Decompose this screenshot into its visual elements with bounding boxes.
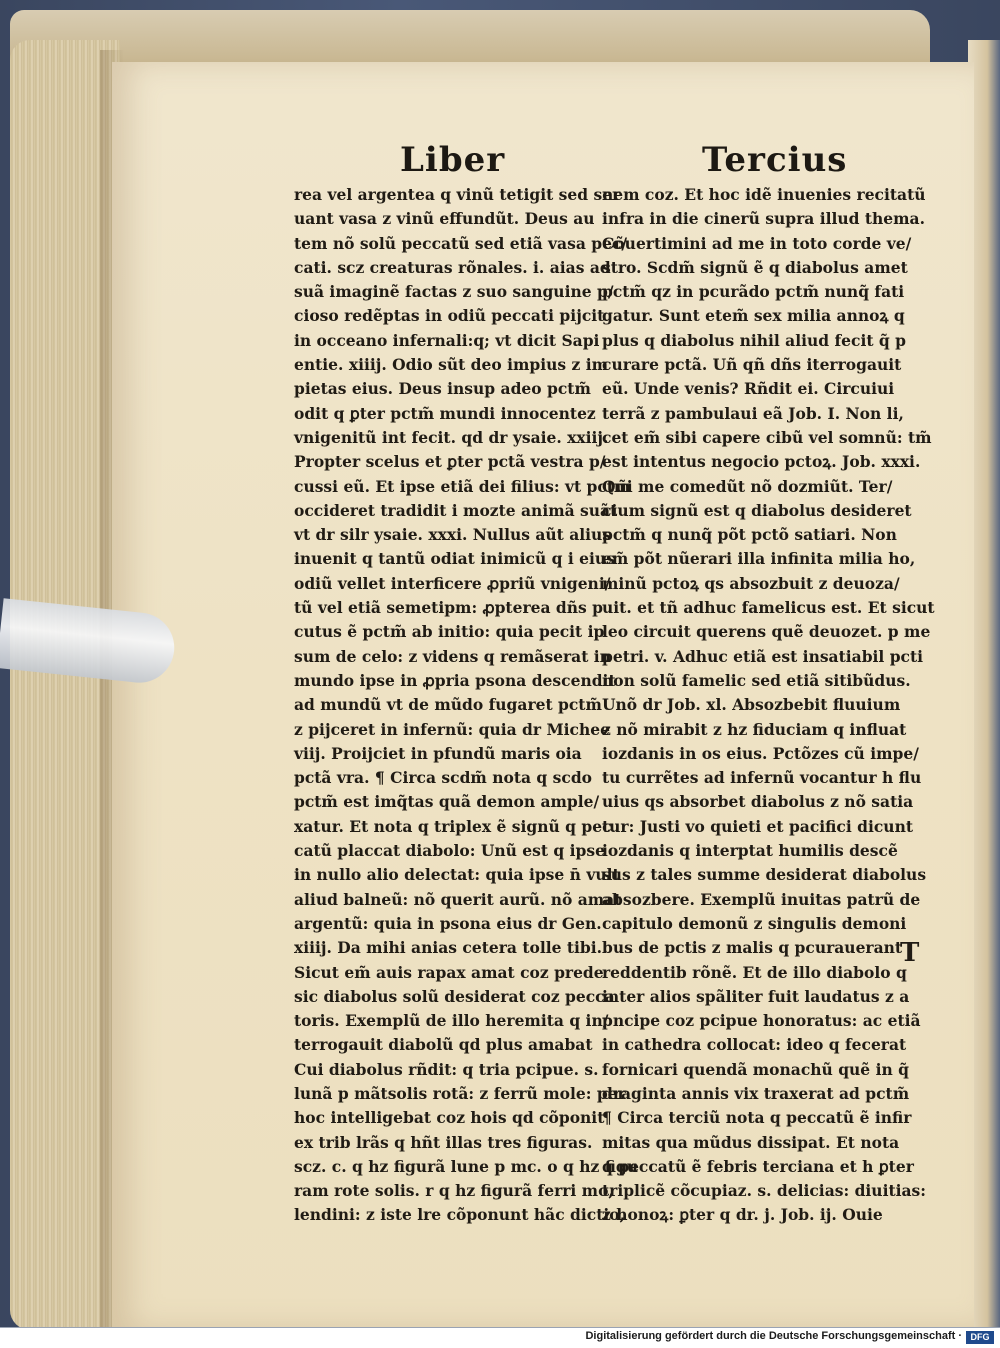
text-line: z pĳceret in infernũ: quia dr Michee — [294, 719, 610, 739]
text-line: sum de celo: z videns q remãserat in — [294, 646, 611, 666]
footer-bar — [0, 1327, 1000, 1348]
text-line: cium signũ est q diabolus desideret — [602, 500, 912, 520]
text-line: terrogauit diabolũ qd plus amabat — [294, 1035, 593, 1055]
text-line: absozbere. Exemplũ inuitas patrũ de — [602, 889, 921, 909]
text-line: stro. Scdm̃ signũ ẽ q diabolus amet — [602, 257, 908, 277]
text-line: in nullo alio delectat: quia ipse n̄ vult — [294, 865, 620, 885]
text-line: em̃ põt nũerari illa infinita milia ho, — [602, 549, 916, 569]
text-line: terrã z pambulaui eã Job. I. Non li, — [602, 403, 904, 423]
text-line: minũ pctoꝝ qs absozbuit z deuoza/ — [602, 573, 900, 593]
text-line: argentũ: quia in psona eius dr Gen. — [294, 913, 602, 933]
text-line: iozdanis q interptat humilis descẽ — [602, 841, 898, 861]
text-line: catũ placcat diabolo: Unũ est q ipse — [294, 841, 605, 861]
text-line: vnigenitũ int fecit. qd dr ysaie. xxiij. — [294, 427, 609, 447]
text-line: Qui me comedũt nõ dozmiũt. Ter/ — [602, 476, 893, 496]
funding-notice: Digitalisierung gefördert durch die Deutsche Forschungsgemeinschaft · — [585, 1330, 962, 1342]
text-line: cussi eũ. Et ipse etiã dei filius: vt pctm̃ — [294, 476, 631, 496]
text-line: fornicari quendã monachũ quẽ in q̃ — [602, 1059, 909, 1079]
text-line: pctã vra. ¶ Circa scdm̃ nota q scdo — [294, 768, 592, 788]
text-line: odit q ꝑter pctm̃ mundi innocentez — [294, 403, 596, 423]
text-line: cutus ẽ pctm̃ ab initio: quia pecit ip — [294, 622, 605, 642]
text-line: viij. Proĳciet in pfundũ maris oia — [294, 743, 582, 763]
text-line: iozdanis in os eius. Pctõzes cũ impe/ — [602, 743, 919, 763]
text-line: rea vel argentea q vinũ tetigit sed ser — [294, 185, 621, 204]
text-line: cati. scz creaturas rõnales. i. aias ad — [294, 257, 611, 277]
text-line: non solũ famelic sed etiã sitibũdus. — [602, 670, 911, 690]
text-line: ¶ Circa terciũ nota q peccatũ ẽ infir — [602, 1108, 912, 1128]
text-line: inuenit q tantũ odiat inimicũ q i eius — [294, 549, 615, 569]
text-line: eũ. Unde venis? Rñdit ei. Circuiui — [602, 379, 895, 399]
text-line: Cui diabolus rñdit: q tria pcipue. s. — [294, 1059, 599, 1079]
text-line: ram rote solis. r q hz figurã ferri mo, — [294, 1181, 614, 1201]
text-line: suã imaginẽ factas z suo sanguine p/ — [294, 282, 614, 302]
text-line: tem nõ solũ peccatũ sed etiã vasa pec/ — [294, 233, 628, 253]
text-line: inter alios spãliter fuit laudatus z a — [602, 986, 910, 1006]
text-line: z nõ mirabit z hz fiduciam q influat — [602, 719, 907, 739]
text-line: mundo ipse in ꝓpria psona descendit — [294, 670, 616, 690]
dfg-logo: DFG — [966, 1331, 994, 1344]
running-head-left: Liber — [400, 140, 506, 180]
text-line: infra in die cinerũ supra illud thema. — [602, 209, 925, 229]
text-line: toris. Exemplũ de illo heremita q in/ — [294, 1011, 609, 1031]
margin-mark: T — [900, 938, 920, 968]
text-line: in occeano infernali:q; vt dicit Sapi — [294, 330, 600, 350]
text-line: capitulo demonũ z singulis demoni — [602, 913, 907, 933]
text-line: draginta annis vix traxerat ad pctm̃ — [602, 1083, 910, 1103]
text-line: q peccatũ ẽ febris terciana et h ꝑter — [602, 1156, 914, 1176]
text-line: cet em̃ sibi capere cibũ vel somnũ: tm̃ — [602, 427, 932, 447]
text-line: gatur. Sunt etem̃ sex milia annoꝝ q — [602, 306, 905, 326]
text-line: lendini: z iste lre cõponunt hãc dictio, — [294, 1205, 625, 1225]
text-line: pctm̃ est imq̃tas quã demon ample/ — [294, 792, 600, 812]
text-line: Unõ dr Job. xl. Absozbebit fluuium — [602, 695, 901, 715]
text-line: entie. xiiij. Odio sũt deo impius z im — [294, 355, 608, 375]
text-line: vt dr silr ysaie. xxxi. Nullus aũt alius — [294, 525, 612, 545]
text-line: pctm̃ qz in pcurãdo pctm̃ nunq̃ fati — [602, 282, 905, 302]
text-line: scz. c. q hz figurã lune p mc. o q hz figu — [294, 1156, 639, 1176]
text-line: plus q diabolus nihil aliud fecit q̃ p — [602, 330, 906, 350]
text-line: mitas qua mũdus dissipat. Et nota — [602, 1132, 900, 1152]
text-line: curare pctã. Uñ qñ dñs iterrogauit — [602, 355, 902, 375]
text-line: xatur. Et nota q triplex ẽ signũ q pec — [294, 816, 612, 836]
text-line: tu currẽtes ad infernũ vocantur h flu — [602, 768, 922, 788]
text-line: sic diabolus solũ desiderat coz pecca — [294, 986, 615, 1006]
text-line: xiiij. Da mihi anias cetera tolle tibi. — [294, 938, 603, 958]
text-line: cioso redẽptas in odiũ peccati pĳcit — [294, 306, 605, 326]
text-line: uit. et tñ adhuc famelicus est. Et sicut — [602, 598, 935, 618]
text-line: leo circuit querens quẽ deuozet. p me — [602, 622, 931, 642]
text-line: Cõuertimini ad me in toto corde ve/ — [602, 233, 912, 253]
text-line: bus de pctis z malis q pcurauerant — [602, 938, 903, 958]
text-line: petri. v. Adhuc etiã est insatiabil pcti — [602, 646, 924, 666]
text-line: uant vasa z vinũ effundũt. Deus au — [294, 209, 595, 229]
text-line: pctm̃ q nunq̃ põt pctõ satiari. Non — [602, 525, 897, 545]
text-line: in cathedra collocat: ideo q fecerat — [602, 1035, 907, 1055]
running-head-right: Tercius — [702, 140, 848, 180]
text-line: uius qs absorbet diabolus z nõ satia — [602, 792, 914, 812]
text-column-right — [602, 183, 935, 1228]
text-line: pietas eius. Deus insup adeo pctm̃ — [294, 379, 591, 399]
text-line: ex trib lrãs q hñt illas tres figuras. — [294, 1132, 593, 1152]
text-line: tur: Justi vo quieti et pacifici dicunt — [602, 816, 914, 836]
text-line: odiũ vellet interficere ꝓpriũ vnigeni/ — [294, 573, 611, 593]
text-line: ad mundũ vt de mũdo fugaret pctm̃ — [294, 695, 602, 715]
text-line: pncipe coz pcipue honoratus: ac etiã — [602, 1011, 921, 1031]
text-line: aliud balneũ: nõ querit aurũ. nõ amat — [294, 889, 622, 909]
text-line: sus z tales summe desiderat diabolus — [602, 865, 927, 885]
text-line: est intentus negocio pctoꝝ. Job. xxxi. — [602, 452, 921, 472]
text-line: Propter scelus et ꝑter pctã vestra p/ — [294, 452, 606, 472]
text-line: hoc intelligebat coz hois qd cõponit — [294, 1108, 605, 1128]
text-line: z honoꝝ: ꝑter q dr. j. Job. ij. Ouie — [602, 1205, 883, 1225]
text-line: nem coz. Et hoc idẽ inuenies recitatũ — [602, 185, 926, 204]
text-line: reddentib rõnẽ. Et de illo diabolo q — [602, 962, 907, 982]
text-line: Sicut em̃ auis rapax amat coz prede — [294, 962, 604, 982]
text-column-left — [294, 183, 639, 1228]
text-line: tũ vel etiã semetipm: ꝓpterea dñs p — [294, 598, 603, 618]
text-line: occideret tradidit i mozte animã suãt — [294, 500, 618, 520]
text-line: triplicẽ cõcupiaz. s. delicias: diuitias: — [602, 1181, 927, 1201]
text-line: lunã p mãtsolis rotã: z ferrũ mole: per — [294, 1083, 626, 1103]
